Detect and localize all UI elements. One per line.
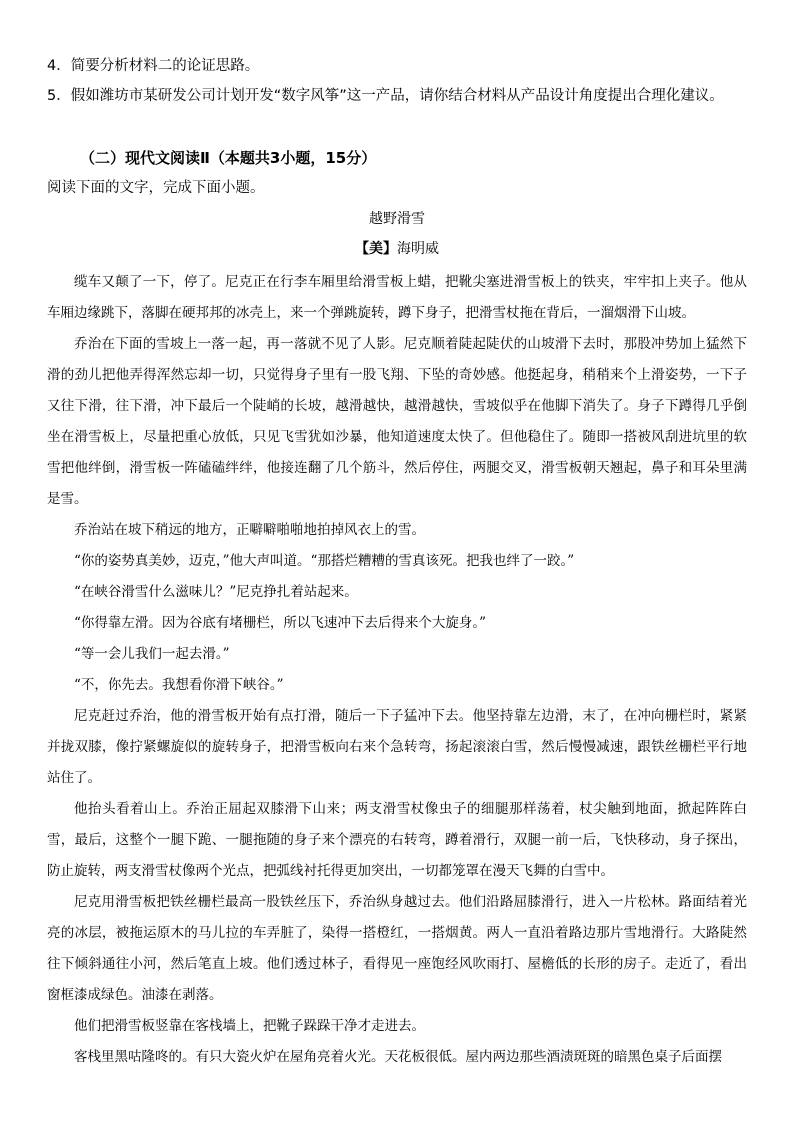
- story-paragraph: “你的姿势真美妙，迈克，”他大声叫道。“那搭烂糟糟的雪真该死。把我也绊了一跤。”: [74, 553, 575, 569]
- question-5: 5．假如潍坊市某研发公司计划开发“数字风筝”这一产品，请你结合材料从产品设计角度提出合理化建议。: [47, 88, 724, 104]
- story-paragraph: “你得靠左滑。因为谷底有堵栅栏，所以飞速冲下去后得来个大旋身。”: [74, 615, 487, 631]
- section-instruction: 阅读下面的文字，完成下面小题。: [47, 180, 265, 196]
- story-paragraph: 客栈里黑咕隆咚的。有只大瓷火炉在屋角亮着火光。天花板很低。屋内两边那些酒渍斑斑的暗黑色桌子后面摆: [74, 1049, 722, 1065]
- story-paragraph: 乔治站在坡下稍远的地方，正噼噼啪啪地拍掉风衣上的雪。: [74, 522, 425, 538]
- story-paragraph: 缆车又颠了一下，停了。尼克正在行李车厢里给滑雪板上蜡，把靴尖塞进滑雪板上的铁夹，牢牢扣上夹子。他从车厢边缘跳下，落脚在硬邦邦的冰壳上，来一个弹跳旋转，蹲下身子，把滑雪杖拖在背后，一溜烟滑下山坡。: [47, 274, 747, 321]
- story-paragraph: 尼克赶过乔治，他的滑雪板开始有点打滑，随后一下子猛冲下去。他坚持靠左边滑，末了，在冲向栅栏时，紧紧并拢双膝，像拧紧螺旋似的旋转身子，把滑雪板向右来个急转弯，扬起滚滚白雪，然后慢慢减速，跟铁丝栅栏平行地站住了。: [47, 708, 747, 786]
- author-name: 海明威: [397, 241, 439, 257]
- story-body: [47, 267, 747, 1073]
- author-nationality: 【美】: [355, 241, 397, 257]
- story-paragraph: 他们把滑雪板竖靠在客栈墙上，把靴子跺跺干净才走进去。: [74, 1018, 425, 1034]
- story-title: 越野滑雪: [369, 211, 425, 227]
- story-paragraph: 乔治在下面的雪坡上一落一起，再一落就不见了人影。尼克顺着陡起陡伏的山坡滑下去时，那股冲势加上猛然下滑的劲儿把他弄得浑然忘却一切，只觉得身子里有一股飞翔、下坠的奇妙感。他挺起身，稍稍来个上滑姿势，一下子又往下滑，往下滑，冲下最后一个陡峭的长坡，越滑越快，越滑越快，雪坡似乎在他脚下消失了。身子下蹲得几乎倒坐在滑雪板上，尽量把重心放低，只见飞雪犹如沙暴，他知道速度太快了。但他稳住了。随即一搭被风刮进坑里的软雪把他绊倒，滑雪板一阵磕磕绊绊，他接连翻了几个筋斗，然后停住，两腿交叉，滑雪板朝天翘起，鼻子和耳朵里满是雪。: [47, 336, 747, 507]
- story-paragraph: 他抬头看着山上。乔治正屈起双膝滑下山来；两支滑雪杖像虫子的细腿那样荡着，杖尖触到地面，掀起阵阵白雪，最后，这整个一腿下跪、一腿拖随的身子来个漂亮的右转弯，蹲着滑行，双腿一前一后，飞快移动，身子探出，防止旋转，两支滑雪杖像两个光点，把弧线衬托得更加突出，一切都笼罩在漫天飞舞的白雪中。: [47, 801, 747, 879]
- section-heading: （二）现代文阅读Ⅱ（本题共3小题，15分）: [80, 149, 377, 167]
- story-author: [0, 239, 794, 259]
- story-paragraph: “在峡谷滑雪什么滋味儿？”尼克挣扎着站起来。: [74, 584, 358, 600]
- story-paragraph: 尼克用滑雪板把铁丝栅栏最高一股铁丝压下，乔治纵身越过去。他们沿路屈膝滑行，进入一片松林。路面结着光亮的冰层，被拖运原木的马儿拉的车弄脏了，染得一搭橙红，一搭烟黄。两人一直沿着路边那片雪地滑行。大路陡然往下倾斜通往小河，然后笔直上坡。他们透过林子，看得见一座饱经风吹雨打、屋檐低的长形的房子。走近了，看出窗框漆成绿色。油漆在剥落。: [47, 894, 747, 1003]
- question-4: 4．简要分析材料二的论证思路。: [47, 58, 260, 74]
- story-paragraph: “不，你先去。我想看你滑下峡谷。”: [74, 677, 284, 693]
- story-paragraph: “等一会儿我们一起去滑。”: [74, 646, 230, 662]
